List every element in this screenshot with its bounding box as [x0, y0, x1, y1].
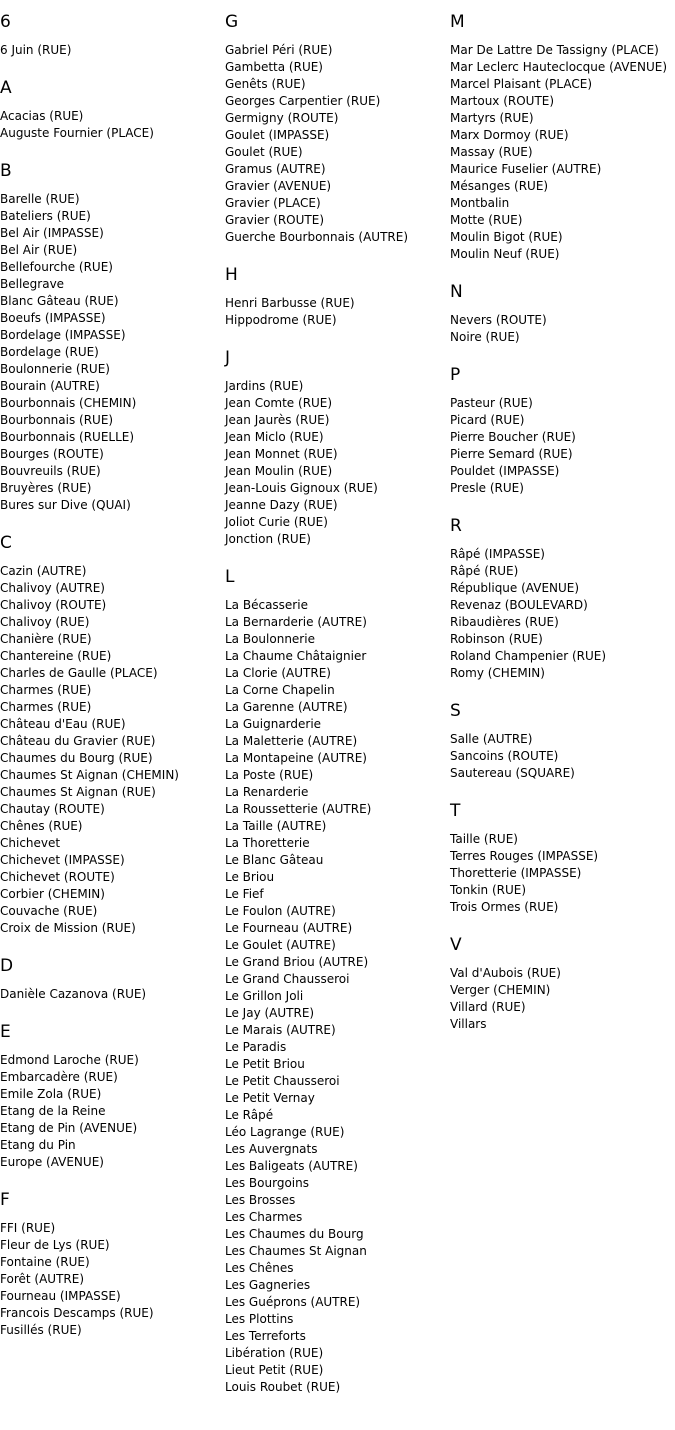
street-item: Thoretterie (IMPASSE) [450, 866, 582, 880]
street-item: Bellegrave [0, 277, 65, 291]
street-item: Les Plottins [225, 1312, 294, 1326]
street-item: Georges Carpentier (RUE) [225, 94, 381, 108]
letter-section [225, 348, 450, 548]
street-item: Etang du Pin [0, 1138, 76, 1152]
street-item: Henri Barbusse (RUE) [225, 296, 355, 310]
street-item: Charmes (RUE) [0, 683, 92, 697]
street-item: Fusillés (RUE) [0, 1323, 82, 1337]
street-item: Revenaz (BOULEVARD) [450, 598, 588, 612]
street-item: La Guignarderie [225, 717, 322, 731]
street-item: Les Auvergnats [225, 1142, 318, 1156]
street-item: Le Râpé [225, 1108, 274, 1122]
letter-section [0, 1022, 225, 1171]
street-item: Château d'Eau (RUE) [0, 717, 126, 731]
section-letter-heading: F [0, 1190, 10, 1210]
street-item: Les Chênes [225, 1261, 294, 1275]
street-item: Jean Moulin (RUE) [225, 464, 333, 478]
street-item: Verger (CHEMIN) [450, 983, 551, 997]
street-item: Moulin Bigot (RUE) [450, 230, 563, 244]
street-list [225, 378, 450, 548]
street-item: Les Baligeats (AUTRE) [225, 1159, 358, 1173]
street-list [225, 295, 450, 329]
street-item: Bourbonnais (CHEMIN) [0, 396, 137, 410]
letter-section [450, 12, 675, 263]
section-letter-heading: P [450, 365, 461, 385]
street-item: Moulin Neuf (RUE) [450, 247, 560, 261]
street-item: Chichevet (IMPASSE) [0, 853, 125, 867]
street-item: Bateliers (RUE) [0, 209, 91, 223]
street-list [0, 42, 225, 59]
street-item: Barelle (RUE) [0, 192, 80, 206]
street-item: Les Bourgoins [225, 1176, 309, 1190]
letter-section [225, 567, 450, 1396]
street-item: Bordelage (IMPASSE) [0, 328, 126, 342]
street-item: Sautereau (SQUARE) [450, 766, 575, 780]
street-item: Jonction (RUE) [225, 532, 311, 546]
street-item: Robinson (RUE) [450, 632, 543, 646]
street-item: Joliot Curie (RUE) [225, 515, 328, 529]
street-item: Germigny (ROUTE) [225, 111, 339, 125]
street-item: Genêts (RUE) [225, 77, 306, 91]
street-item: Bel Air (IMPASSE) [0, 226, 104, 240]
street-item: Jean Miclo (RUE) [225, 430, 324, 444]
street-item: Chichevet [0, 836, 61, 850]
section-letter-heading: H [225, 265, 238, 285]
letter-section [450, 701, 675, 782]
street-item: Chalivoy (AUTRE) [0, 581, 105, 595]
street-item: Gabriel Péri (RUE) [225, 43, 333, 57]
street-item: Lieut Petit (RUE) [225, 1363, 324, 1377]
letter-section [0, 161, 225, 514]
street-item: 6 Juin (RUE) [0, 43, 72, 57]
street-item: Le Grand Briou (AUTRE) [225, 955, 369, 969]
section-letter-heading: V [450, 935, 462, 955]
street-item: Sancoins (ROUTE) [450, 749, 559, 763]
street-item: Jean-Louis Gignoux (RUE) [225, 481, 378, 495]
street-item: Bordelage (RUE) [0, 345, 99, 359]
street-item: Fourneau (IMPASSE) [0, 1289, 121, 1303]
section-letter-heading: C [0, 533, 12, 553]
street-item: La Bernarderie (AUTRE) [225, 615, 367, 629]
street-item: Emile Zola (RUE) [0, 1087, 102, 1101]
street-item: Montbalin [450, 196, 510, 210]
street-item: Les Gagneries [225, 1278, 311, 1292]
street-item: Chaumes St Aignan (RUE) [0, 785, 156, 799]
letter-section [0, 12, 225, 59]
street-item: Forêt (AUTRE) [0, 1272, 84, 1286]
street-item: La Thoretterie [225, 836, 310, 850]
letter-section [0, 533, 225, 937]
street-list [0, 1220, 225, 1339]
street-item: Marx Dormoy (RUE) [450, 128, 569, 142]
street-item: Fleur de Lys (RUE) [0, 1238, 110, 1252]
street-list [450, 731, 675, 782]
section-letter-heading: A [0, 78, 12, 98]
street-list [450, 831, 675, 916]
street-item: Gravier (AVENUE) [225, 179, 332, 193]
street-item: Etang de Pin (AVENUE) [0, 1121, 138, 1135]
street-item: Les Guéprons (AUTRE) [225, 1295, 361, 1309]
street-list [450, 42, 675, 263]
street-item: Roland Champenier (RUE) [450, 649, 607, 663]
street-item: Mar De Lattre De Tassigny (PLACE) [450, 43, 659, 57]
street-item: Le Fief [225, 887, 264, 901]
street-item: Motte (RUE) [450, 213, 523, 227]
index-column [450, 12, 675, 1052]
street-item: Taille (RUE) [450, 832, 518, 846]
street-item: La Poste (RUE) [225, 768, 314, 782]
street-item: Bourbonnais (RUELLE) [0, 430, 135, 444]
letter-section [450, 801, 675, 916]
street-item: Croix de Mission (RUE) [0, 921, 136, 935]
street-item: Le Petit Briou [225, 1057, 305, 1071]
street-item: La Boulonnerie [225, 632, 315, 646]
street-item: Le Grand Chausseroi [225, 972, 350, 986]
street-item: Boeufs (IMPASSE) [0, 311, 106, 325]
section-letter-heading: T [450, 801, 461, 821]
street-list [450, 546, 675, 682]
letter-section [225, 12, 450, 246]
street-item: Romy (CHEMIN) [450, 666, 545, 680]
street-item: La Renarderie [225, 785, 309, 799]
street-item: Boulonnerie (RUE) [0, 362, 110, 376]
street-item: Bourges (ROUTE) [0, 447, 104, 461]
street-item: Le Foulon (AUTRE) [225, 904, 336, 918]
section-letter-heading: J [225, 348, 231, 368]
street-item: Les Chaumes St Aignan [225, 1244, 367, 1258]
street-item: Le Petit Chausseroi [225, 1074, 340, 1088]
street-item: Pierre Semard (RUE) [450, 447, 573, 461]
street-item: La Montapeine (AUTRE) [225, 751, 367, 765]
street-item: Jean Jaurès (RUE) [225, 413, 330, 427]
street-item: Pierre Boucher (RUE) [450, 430, 576, 444]
street-item: Massay (RUE) [450, 145, 533, 159]
street-item: Les Chaumes du Bourg [225, 1227, 364, 1241]
street-item: Couvache (RUE) [0, 904, 98, 918]
street-item: Chanière (RUE) [0, 632, 92, 646]
street-item: Libération (RUE) [225, 1346, 324, 1360]
street-item: Château du Gravier (RUE) [0, 734, 156, 748]
letter-section [0, 1190, 225, 1339]
street-item: Ribaudières (RUE) [450, 615, 559, 629]
street-item: Guerche Bourbonnais (AUTRE) [225, 230, 408, 244]
street-item: Jean Monnet (RUE) [225, 447, 338, 461]
street-item: Les Brosses [225, 1193, 296, 1207]
street-item: Goulet (IMPASSE) [225, 128, 330, 142]
street-item: Le Briou [225, 870, 275, 884]
letter-section [450, 935, 675, 1033]
street-list [0, 108, 225, 142]
street-item: Charles de Gaulle (PLACE) [0, 666, 158, 680]
street-item: FFI (RUE) [0, 1221, 56, 1235]
street-item: Salle (AUTRE) [450, 732, 533, 746]
street-item: Le Goulet (AUTRE) [225, 938, 336, 952]
street-item: La Bécasserie [225, 598, 308, 612]
street-item: Le Petit Vernay [225, 1091, 315, 1105]
street-item: Jean Comte (RUE) [225, 396, 333, 410]
street-item: Hippodrome (RUE) [225, 313, 337, 327]
street-item: Jardins (RUE) [225, 379, 304, 393]
street-item: Chaumes St Aignan (CHEMIN) [0, 768, 179, 782]
street-item: Mésanges (RUE) [450, 179, 549, 193]
section-letter-heading: S [450, 701, 461, 721]
street-item: Chaumes du Bourg (RUE) [0, 751, 153, 765]
street-item: Marcel Plaisant (PLACE) [450, 77, 593, 91]
street-item: Bellefourche (RUE) [0, 260, 113, 274]
street-item: Bouvreuils (RUE) [0, 464, 101, 478]
street-item: Maurice Fuselier (AUTRE) [450, 162, 602, 176]
street-item: Picard (RUE) [450, 413, 525, 427]
street-item: Auguste Fournier (PLACE) [0, 126, 154, 140]
street-item: La Corne Chapelin [225, 683, 335, 697]
street-item: Chalivoy (RUE) [0, 615, 90, 629]
street-list [450, 312, 675, 346]
street-item: Etang de la Reine [0, 1104, 106, 1118]
street-item: Blanc Gâteau (RUE) [0, 294, 119, 308]
street-item: Bures sur Dive (QUAI) [0, 498, 131, 512]
street-list [450, 965, 675, 1033]
street-item: Trois Ormes (RUE) [450, 900, 559, 914]
street-item: Presle (RUE) [450, 481, 524, 495]
street-item: Le Marais (AUTRE) [225, 1023, 336, 1037]
street-item: Villard (RUE) [450, 1000, 526, 1014]
street-list [0, 1052, 225, 1171]
street-item: Bourbonnais (RUE) [0, 413, 114, 427]
street-item: Noire (RUE) [450, 330, 520, 344]
street-item: Léo Lagrange (RUE) [225, 1125, 345, 1139]
letter-section [225, 265, 450, 329]
street-item: Fontaine (RUE) [0, 1255, 90, 1269]
street-item: Gravier (ROUTE) [225, 213, 324, 227]
section-letter-heading: M [450, 12, 465, 32]
section-letter-heading: G [225, 12, 239, 32]
street-item: La Garenne (AUTRE) [225, 700, 348, 714]
street-item: Nevers (ROUTE) [450, 313, 547, 327]
street-item: Europe (AVENUE) [0, 1155, 104, 1169]
letter-section [0, 78, 225, 142]
street-item: Le Paradis [225, 1040, 287, 1054]
street-item: Martyrs (RUE) [450, 111, 534, 125]
street-item: Chalivoy (ROUTE) [0, 598, 107, 612]
letter-section [450, 365, 675, 497]
street-item: La Chaume Châtaignier [225, 649, 367, 663]
street-item: Martoux (ROUTE) [450, 94, 555, 108]
street-item: Bourain (AUTRE) [0, 379, 100, 393]
street-item: Chênes (RUE) [0, 819, 83, 833]
index-column [225, 12, 450, 1415]
street-item: Pouldet (IMPASSE) [450, 464, 560, 478]
street-item: Terres Rouges (IMPASSE) [450, 849, 599, 863]
street-item: Edmond Laroche (RUE) [0, 1053, 139, 1067]
section-letter-heading: E [0, 1022, 11, 1042]
street-item: Le Fourneau (AUTRE) [225, 921, 353, 935]
street-item: Acacias (RUE) [0, 109, 84, 123]
street-item: Corbier (CHEMIN) [0, 887, 105, 901]
street-list [0, 191, 225, 514]
section-letter-heading: N [450, 282, 463, 302]
street-item: Râpé (RUE) [450, 564, 519, 578]
street-item: Val d'Aubois (RUE) [450, 966, 561, 980]
letter-section [450, 516, 675, 682]
street-item: Bruyères (RUE) [0, 481, 92, 495]
street-item: Villars [450, 1017, 487, 1031]
street-item: La Clorie (AUTRE) [225, 666, 331, 680]
street-item: Tonkin (RUE) [450, 883, 527, 897]
index-column [0, 12, 225, 1358]
street-item: Le Jay (AUTRE) [225, 1006, 315, 1020]
street-item: Danièle Cazanova (RUE) [0, 987, 147, 1001]
section-letter-heading: D [0, 956, 14, 976]
street-list [225, 42, 450, 246]
street-item: Cazin (AUTRE) [0, 564, 87, 578]
street-item: Embarcadère (RUE) [0, 1070, 118, 1084]
street-item: Le Blanc Gâteau [225, 853, 324, 867]
street-item: Les Terreforts [225, 1329, 306, 1343]
street-item: Le Grillon Joli [225, 989, 304, 1003]
street-item: Francois Descamps (RUE) [0, 1306, 154, 1320]
street-item: Bel Air (RUE) [0, 243, 78, 257]
street-item: Chichevet (ROUTE) [0, 870, 115, 884]
street-item: Jeanne Dazy (RUE) [225, 498, 338, 512]
street-item: Gravier (PLACE) [225, 196, 321, 210]
street-item: Pasteur (RUE) [450, 396, 533, 410]
street-list [225, 597, 450, 1396]
street-item: Gambetta (RUE) [225, 60, 323, 74]
street-list [0, 986, 225, 1003]
section-letter-heading: B [0, 161, 12, 181]
street-item: Râpé (IMPASSE) [450, 547, 545, 561]
street-item: Goulet (RUE) [225, 145, 303, 159]
letter-section [0, 956, 225, 1003]
street-item: La Taille (AUTRE) [225, 819, 327, 833]
street-item: La Maletterie (AUTRE) [225, 734, 358, 748]
street-list [0, 563, 225, 937]
street-item: Charmes (RUE) [0, 700, 92, 714]
section-letter-heading: 6 [0, 12, 11, 32]
street-item: Gramus (AUTRE) [225, 162, 326, 176]
street-list [450, 395, 675, 497]
street-item: La Roussetterie (AUTRE) [225, 802, 372, 816]
letter-section [450, 282, 675, 346]
street-item: République (AVENUE) [450, 581, 580, 595]
section-letter-heading: L [225, 567, 235, 587]
section-letter-heading: R [450, 516, 462, 536]
street-item: Les Charmes [225, 1210, 303, 1224]
street-item: Chantereine (RUE) [0, 649, 112, 663]
street-item: Mar Leclerc Hauteclocque (AVENUE) [450, 60, 668, 74]
street-item: Chautay (ROUTE) [0, 802, 105, 816]
street-item: Louis Roubet (RUE) [225, 1380, 341, 1394]
